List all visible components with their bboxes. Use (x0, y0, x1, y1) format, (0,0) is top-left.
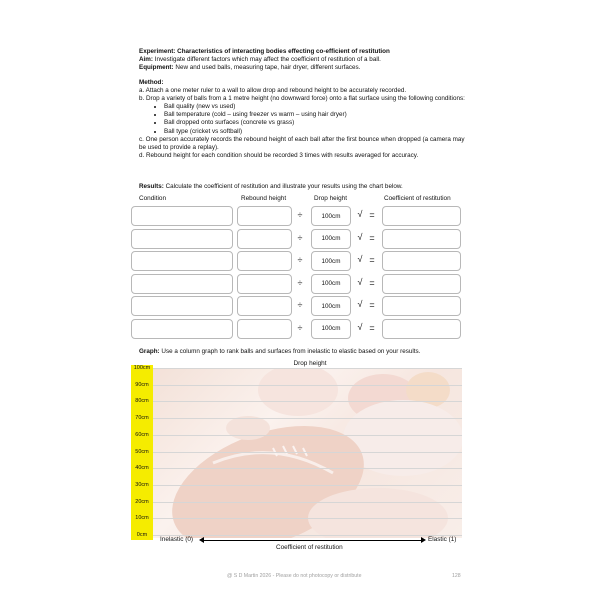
arrow-right-icon (421, 537, 426, 543)
gridline (153, 485, 462, 486)
condition-item: • Ball dropped onto surfaces (concrete vs grass) (164, 119, 469, 127)
y-tick-label: 50cm (135, 448, 149, 455)
aim-label: Aim: (139, 56, 153, 64)
condition-input[interactable] (131, 296, 233, 316)
equipment-text: New and used balls, measuring tape, hair dryer, different surfaces. (175, 64, 361, 72)
divide-symbol: ÷ (297, 255, 303, 265)
coefficient-input[interactable] (382, 206, 461, 226)
rebound-height-input[interactable] (237, 319, 292, 339)
condition-input[interactable] (131, 206, 233, 226)
method-heading: Method: (139, 79, 164, 86)
graph-intro (139, 348, 469, 356)
condition-input[interactable] (131, 251, 233, 271)
y-tick-label: 20cm (135, 498, 149, 505)
gridline (153, 518, 462, 519)
sqrt-symbol: √ (357, 321, 363, 332)
header-section (139, 48, 469, 72)
drop-height-value: 100cm (311, 274, 351, 294)
y-tick-label: 10cm (135, 515, 149, 522)
results-label: Results: (139, 183, 164, 190)
graph-label: Graph: (139, 348, 160, 355)
method-section (139, 79, 469, 160)
divide-symbol: ÷ (297, 300, 303, 310)
y-axis-title: Drop height (293, 360, 327, 367)
y-tick-label: 100cm (133, 365, 151, 371)
graph-text: Use a column graph to rank balls and surfaces from inelastic to elastic based on your results. (161, 348, 421, 355)
results-intro (139, 183, 469, 191)
y-tick-label: 40cm (135, 465, 149, 472)
condition-input[interactable] (131, 229, 233, 249)
equipment-line (139, 64, 469, 72)
aim-text: Investigate different factors which may affect the coefficient of restitution of a ball. (154, 56, 381, 64)
drop-height-value: 100cm (311, 229, 351, 249)
y-tick-label: 70cm (135, 415, 149, 422)
method-step-a: a. Attach a one meter ruler to a wall to allow drop and rebound height to be accurately recorded. (139, 87, 407, 95)
gridline (153, 385, 462, 386)
column-header-rebound: Rebound height (241, 195, 287, 202)
coefficient-input[interactable] (382, 229, 461, 249)
y-tick-label: 0cm (136, 532, 148, 538)
y-tick-label: 30cm (135, 481, 149, 488)
aim-line (139, 56, 469, 64)
drop-height-value: 100cm (311, 296, 351, 316)
method-step-d: d. Rebound height for each condition should be recorded 3 times with results averaged for accuracy. (139, 151, 419, 159)
x-axis-title: Coefficient of restitution (276, 544, 343, 551)
x-axis-arrow-line (202, 540, 421, 541)
method-step-b: b. Drop a variety of balls from a 1 metre height (no downward force) onto a flat surface using the following conditions: (139, 95, 465, 103)
sqrt-symbol: √ (357, 209, 363, 219)
y-tick-label: 90cm (135, 381, 149, 388)
rebound-height-input[interactable] (237, 296, 292, 316)
condition-item: • Ball quality (new vs used) (164, 103, 469, 111)
drop-height-value: 100cm (311, 206, 351, 226)
conditions-list (139, 103, 469, 135)
rebound-height-input[interactable] (237, 206, 292, 226)
condition-input[interactable] (131, 274, 233, 294)
drop-height-value: 100cm (311, 251, 351, 271)
divide-symbol: ÷ (297, 322, 303, 333)
divide-symbol: ÷ (297, 232, 303, 243)
sports-balls-background-image (153, 368, 462, 538)
equals-symbol: = (369, 277, 375, 288)
x-axis-right-label: Elastic (1) (428, 536, 457, 543)
equals-symbol: = (369, 232, 375, 243)
sqrt-symbol: √ (357, 254, 363, 264)
equals-symbol: = (369, 322, 375, 333)
divide-symbol: ÷ (297, 277, 303, 288)
rebound-height-input[interactable] (237, 251, 292, 271)
page-number: 128 (452, 573, 461, 579)
sqrt-symbol: √ (357, 299, 363, 309)
condition-item: • Ball temperature (cold – using freezer vs warm – using hair dryer) (164, 111, 469, 119)
gridline (153, 401, 462, 402)
coefficient-input[interactable] (382, 319, 461, 339)
sqrt-symbol: √ (357, 231, 363, 242)
coefficient-input[interactable] (382, 251, 461, 271)
rebound-height-input[interactable] (237, 274, 292, 294)
gridline (153, 418, 462, 419)
gridline (153, 468, 462, 469)
column-header-condition: Condition (139, 195, 167, 202)
coefficient-input[interactable] (382, 296, 461, 316)
column-header-coefficient: Coefficient of restitution (384, 195, 451, 202)
rebound-height-input[interactable] (237, 229, 292, 249)
condition-input[interactable] (131, 319, 233, 339)
method-step-c: c. One person accurately records the rebound height of each ball after the first bounce when dropped (a camera may be used to provide a replay). (139, 135, 465, 151)
sqrt-symbol: √ (357, 276, 363, 287)
equals-symbol: = (369, 210, 375, 220)
coefficient-input[interactable] (382, 274, 461, 294)
results-text: Calculate the coefficient of restitution and illustrate your results using the chart below. (165, 183, 403, 190)
footer-copyright: @ S D Martin 2026 - Please do not photocopy or distribute (227, 573, 362, 579)
gridline (153, 535, 462, 536)
divide-symbol: ÷ (297, 210, 303, 220)
y-tick-label: 60cm (135, 431, 149, 438)
equals-symbol: = (369, 300, 375, 310)
condition-item: • Ball type (cricket vs softball) (164, 128, 469, 136)
gridline (153, 502, 462, 503)
y-tick-label: 80cm (135, 398, 149, 405)
gridline (153, 452, 462, 453)
x-axis-left-label: Inelastic (0) (160, 536, 194, 543)
gridline (153, 368, 462, 369)
equipment-label: Equipment: (139, 64, 174, 72)
drop-height-value: 100cm (311, 319, 351, 339)
column-header-drop: Drop height (314, 195, 348, 202)
equals-symbol: = (369, 255, 375, 265)
gridline (153, 435, 462, 436)
sports-balls-illustration (153, 368, 462, 538)
experiment-title: Experiment: Characteristics of interacting bodies effecting co-efficient of restitution (139, 48, 390, 55)
